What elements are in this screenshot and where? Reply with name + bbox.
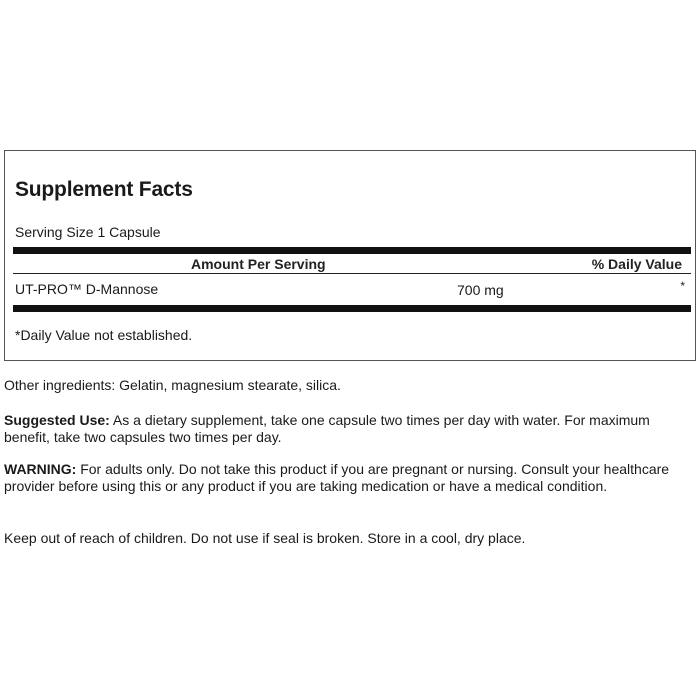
warning	[4, 461, 684, 495]
other-ingredients: Other ingredients: Gelatin, magnesium stearate, silica.	[4, 377, 341, 393]
ingredient-amount: 700 mg	[457, 282, 504, 298]
warning-label: WARNING:	[4, 461, 77, 477]
suggested-use	[4, 412, 684, 446]
thin-divider	[13, 273, 691, 274]
suggested-use-label: Suggested Use:	[4, 412, 110, 428]
supplement-facts-title: Supplement Facts	[15, 178, 193, 201]
ingredient-daily-value: *	[680, 279, 685, 293]
daily-value-footnote: *Daily Value not established.	[15, 327, 193, 343]
storage-instructions: Keep out of reach of children. Do not use if seal is broken. Store in a cool, dry place.	[4, 530, 526, 546]
serving-size: Serving Size 1 Capsule	[15, 224, 161, 240]
ingredient-name: UT-PRO™ D-Mannose	[15, 281, 159, 297]
warning-text: For adults only. Do not take this product if you are pregnant or nursing. Consult your healthcare provider before using this or any product if you are taking medication or have a medical condition.	[4, 461, 670, 494]
supplement-facts-panel	[4, 150, 696, 361]
thick-divider-top	[13, 247, 691, 254]
thick-divider-bottom	[13, 305, 691, 312]
daily-value-header: % Daily Value	[591, 256, 682, 272]
suggested-use-text: As a dietary supplement, take one capsule two times per day with water. For maximum benefit, take two capsules two times per day.	[4, 412, 650, 445]
amount-per-serving-header: Amount Per Serving	[191, 256, 326, 272]
